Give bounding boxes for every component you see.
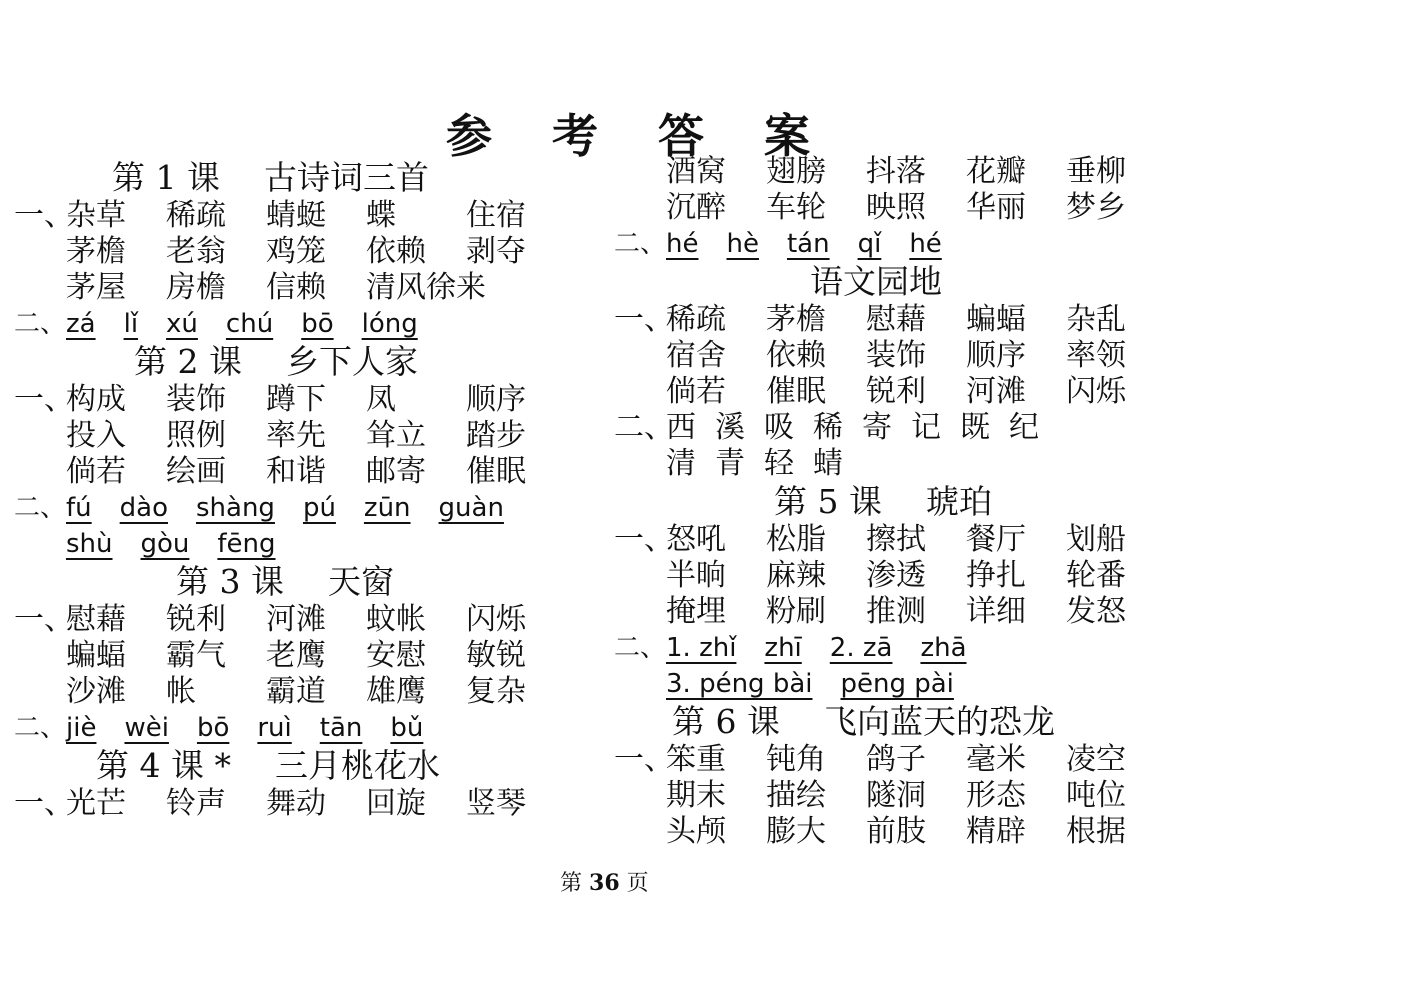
answer-word: 隧洞 [866,778,926,813]
answer-word: 依赖 [766,338,826,373]
lesson-1-heading [14,158,574,198]
answer-row [14,674,574,710]
answer-word: 梦乡 [1066,190,1126,225]
answer-word: 河滩 [266,602,326,637]
pinyin-answer: lóng [361,309,418,339]
lesson-title: 语文园地 [810,262,942,301]
answer-word: 花瓣 [966,154,1026,189]
section-marker: 一、 [14,786,74,821]
answer-word: 沙滩 [66,674,126,709]
answer-word: 蜻蜓 [266,198,326,233]
answer-word: 装饰 [866,338,926,373]
pinyin-answer: zhā [920,633,967,663]
answer-word: 倘若 [666,374,726,409]
garden-heading [614,262,1214,302]
answer-word: 凌空 [1066,742,1126,777]
section-marker: 一、 [14,382,74,417]
answer-word: 期末 [666,778,726,813]
answer-word: 华丽 [966,190,1026,225]
answer-word: 钝角 [766,742,826,777]
answer-word: 根据 [1066,814,1126,849]
pinyin-answer: chú [225,309,274,339]
pinyin-answer: bō [196,713,230,743]
answer-word: 翅膀 [766,154,826,189]
page-number [560,866,649,897]
answer-char: 清 [666,446,696,481]
section-marker: 二、 [614,410,674,445]
answer-row [14,454,574,490]
answer-row [614,190,1214,226]
left-column [14,158,574,822]
answer-row [614,302,1214,338]
pinyin-answer: bō [301,309,334,339]
answer-word: 绘画 [166,454,226,489]
answer-word: 雄鹰 [366,674,426,709]
answer-row [614,410,1214,446]
answer-row [14,418,574,454]
right-column [614,154,1214,850]
answer-word: 划船 [1066,522,1126,557]
answer-word: 舞动 [266,786,326,821]
answer-word: 杂草 [66,198,126,233]
answer-word: 老翁 [166,234,226,269]
section-marker: 二、 [14,713,67,743]
pinyin-row [614,630,1214,666]
answer-word: 形态 [966,778,1026,813]
section-marker: 二、 [14,493,67,523]
answer-word: 蝙蝠 [66,638,126,673]
answer-word: 茅屋 [66,270,126,305]
page-number-value: 36 [589,870,620,896]
answer-word: 催眠 [766,374,826,409]
answer-word: 复杂 [466,674,526,709]
answer-word: 抖落 [866,154,926,189]
section-marker: 二、 [614,633,667,663]
lesson-title: 乡下人家 [285,342,418,381]
answer-word: 老鹰 [266,638,326,673]
answer-word: 餐厅 [966,522,1026,557]
answer-word: 投入 [66,418,126,453]
pinyin-row [14,306,574,342]
lesson-number: 第 6 课 [672,702,780,741]
answer-word: 发怒 [1066,594,1126,629]
section-marker: 一、 [614,522,674,557]
answer-word: 慰藉 [66,602,126,637]
answer-word: 粉刷 [766,594,826,629]
lesson-number: 第 5 课 [774,482,882,521]
answer-word: 信赖 [266,270,326,305]
answer-word: 霸气 [166,638,226,673]
lesson-title: 琥珀 [925,482,992,521]
section-marker: 二、 [14,309,67,339]
answer-word: 映照 [866,190,926,225]
answer-word: 怒吼 [666,522,726,557]
answer-row [614,338,1214,374]
answer-word: 锐利 [166,602,226,637]
answer-word: 闪烁 [466,602,526,637]
answer-char: 既 [960,410,990,445]
answer-row [614,594,1214,630]
answer-char: 青 [715,446,745,481]
answer-row [14,638,574,674]
answer-row [614,742,1214,778]
answer-word: 率领 [1066,338,1126,373]
answer-word: 酒窝 [666,154,726,189]
answer-word: 精辟 [966,814,1026,849]
answer-word: 催眠 [466,454,526,489]
answer-char: 西 [666,410,696,445]
pinyin-answer: hé [909,229,942,259]
answer-row [614,154,1214,190]
lesson-title: 古诗词三首 [263,158,429,197]
answer-row [614,814,1214,850]
answer-word: 竖琴 [466,786,526,821]
lesson-2-heading [14,342,574,382]
pinyin-answer: bǔ [390,713,424,743]
pinyin-answer: 3. péng bài [666,669,813,699]
answer-word: 回旋 [366,786,426,821]
pinyin-row [14,490,574,526]
answer-row [14,786,574,822]
lesson-number: 第 2 课 [134,342,242,381]
answer-word: 杂乱 [1066,302,1126,337]
pinyin-answer: wèi [124,713,169,743]
lesson-number: 第 3 课 [176,562,284,601]
answer-word: 铃声 [166,786,226,821]
answer-word: 稀疏 [166,198,226,233]
answer-word: 依赖 [366,234,426,269]
lesson-number: 第 1 课 [112,158,220,197]
answer-word: 描绘 [766,778,826,813]
section-marker: 二、 [614,229,667,259]
answer-word: 笨重 [666,742,726,777]
answer-word: 清风徐来 [366,270,486,305]
pinyin-answer: jiè [66,713,97,743]
answer-word: 耸立 [366,418,426,453]
lesson-4-heading [14,746,574,786]
answer-row [614,778,1214,814]
answer-word: 率先 [266,418,326,453]
answer-word: 膨大 [766,814,826,849]
answer-word: 详细 [966,594,1026,629]
answer-word: 蝙蝠 [966,302,1026,337]
answer-row [14,602,574,638]
answer-word: 挣扎 [966,558,1026,593]
answer-word: 鸽子 [866,742,926,777]
pinyin-answer: zá [66,309,96,339]
answer-char: 寄 [862,410,892,445]
page-number-prefix: 第 [560,871,583,896]
answer-word: 蚊帐 [366,602,426,637]
answer-word: 蝶 [366,198,396,233]
pinyin-answer: pú [302,493,336,523]
page-title: 参 考 答 案 [446,109,833,163]
answer-word: 踏步 [466,418,526,453]
answer-row [14,382,574,418]
answer-word: 慰藉 [866,302,926,337]
answer-word: 顺序 [466,382,526,417]
pinyin-answer: qǐ [857,229,882,259]
pinyin-answer: pēng pài [840,669,954,699]
answer-word: 照例 [166,418,226,453]
answer-word: 推测 [866,594,926,629]
lesson-title: 三月桃花水 [274,746,440,785]
pinyin-answer: 2. zā [829,633,893,663]
answer-word: 茅檐 [66,234,126,269]
section-marker: 一、 [614,742,674,777]
pinyin-answer: lǐ [123,309,139,339]
answer-row [614,522,1214,558]
answer-word: 渗透 [866,558,926,593]
pinyin-row [14,526,574,562]
section-marker: 一、 [14,602,74,637]
lesson-title: 天窗 [327,562,394,601]
section-marker: 一、 [614,302,674,337]
pinyin-answer: fú [66,493,92,523]
answer-word: 稀疏 [666,302,726,337]
page-number-suffix: 页 [626,871,649,896]
answer-char: 记 [911,410,941,445]
answer-word: 构成 [66,382,126,417]
answer-word: 掩埋 [666,594,726,629]
pinyin-answer: zūn [363,493,411,523]
lesson-title: 飞向蓝天的恐龙 [823,702,1055,741]
answer-word: 敏锐 [466,638,526,673]
lesson-5-heading [614,482,1214,522]
answer-word: 顺序 [966,338,1026,373]
pinyin-answer: shàng [195,493,275,523]
pinyin-answer: 1. zhǐ [666,633,737,663]
section-marker: 一、 [14,198,74,233]
lesson-6-heading [614,702,1214,742]
answer-word: 前肢 [866,814,926,849]
answer-word: 闪烁 [1066,374,1126,409]
answer-word: 茅檐 [766,302,826,337]
answer-word: 松脂 [766,522,826,557]
pinyin-answer: fēng [217,529,276,559]
answer-char: 溪 [715,410,745,445]
answer-word: 安慰 [366,638,426,673]
answer-word: 凤 [366,382,396,417]
pinyin-answer: hé [666,229,699,259]
lesson-3-heading [14,562,574,602]
answer-word: 光芒 [66,786,126,821]
pinyin-row [14,710,574,746]
answer-row [14,234,574,270]
answer-word: 倘若 [66,454,126,489]
answer-word: 沉醉 [666,190,726,225]
answer-word: 帐 [166,674,196,709]
answer-word: 霸道 [266,674,326,709]
answer-word: 河滩 [966,374,1026,409]
pinyin-answer: ruì [257,713,292,743]
pinyin-answer: dào [119,493,168,523]
answer-char: 蜻 [813,446,843,481]
answer-word: 宿舍 [666,338,726,373]
answer-word: 住宿 [466,198,526,233]
answer-word: 房檐 [166,270,226,305]
answer-row [614,558,1214,594]
answer-char: 轻 [764,446,794,481]
lesson-number: 第 4 课 * [96,746,231,785]
answer-row [614,374,1214,410]
answer-char: 稀 [813,410,843,445]
pinyin-answer: zhī [764,633,802,663]
answer-word: 半晌 [666,558,726,593]
answer-word: 锐利 [866,374,926,409]
answer-word: 垂柳 [1066,154,1126,189]
pinyin-answer: guàn [438,493,504,523]
pinyin-row [614,666,1214,702]
answer-char: 纪 [1009,410,1039,445]
pinyin-row [614,226,1214,262]
pinyin-answer: hè [726,229,759,259]
pinyin-answer: xú [166,309,198,339]
answer-row [14,270,574,306]
answer-word: 蹲下 [266,382,326,417]
answer-row [14,198,574,234]
answer-word: 吨位 [1066,778,1126,813]
pinyin-answer: tán [786,229,830,259]
pinyin-answer: shù [66,529,113,559]
pinyin-answer: tān [319,713,363,743]
answer-row [614,446,1214,482]
answer-word: 轮番 [1066,558,1126,593]
answer-word: 擦拭 [866,522,926,557]
answer-word: 麻辣 [766,558,826,593]
answer-word: 邮寄 [366,454,426,489]
answer-word: 和谐 [266,454,326,489]
answer-word: 车轮 [766,190,826,225]
answer-char: 吸 [764,410,794,445]
answer-word: 鸡笼 [266,234,326,269]
answer-word: 头颅 [666,814,726,849]
answer-word: 装饰 [166,382,226,417]
answer-word: 毫米 [966,742,1026,777]
pinyin-answer: gòu [140,529,190,559]
answer-word: 剥夺 [466,234,526,269]
